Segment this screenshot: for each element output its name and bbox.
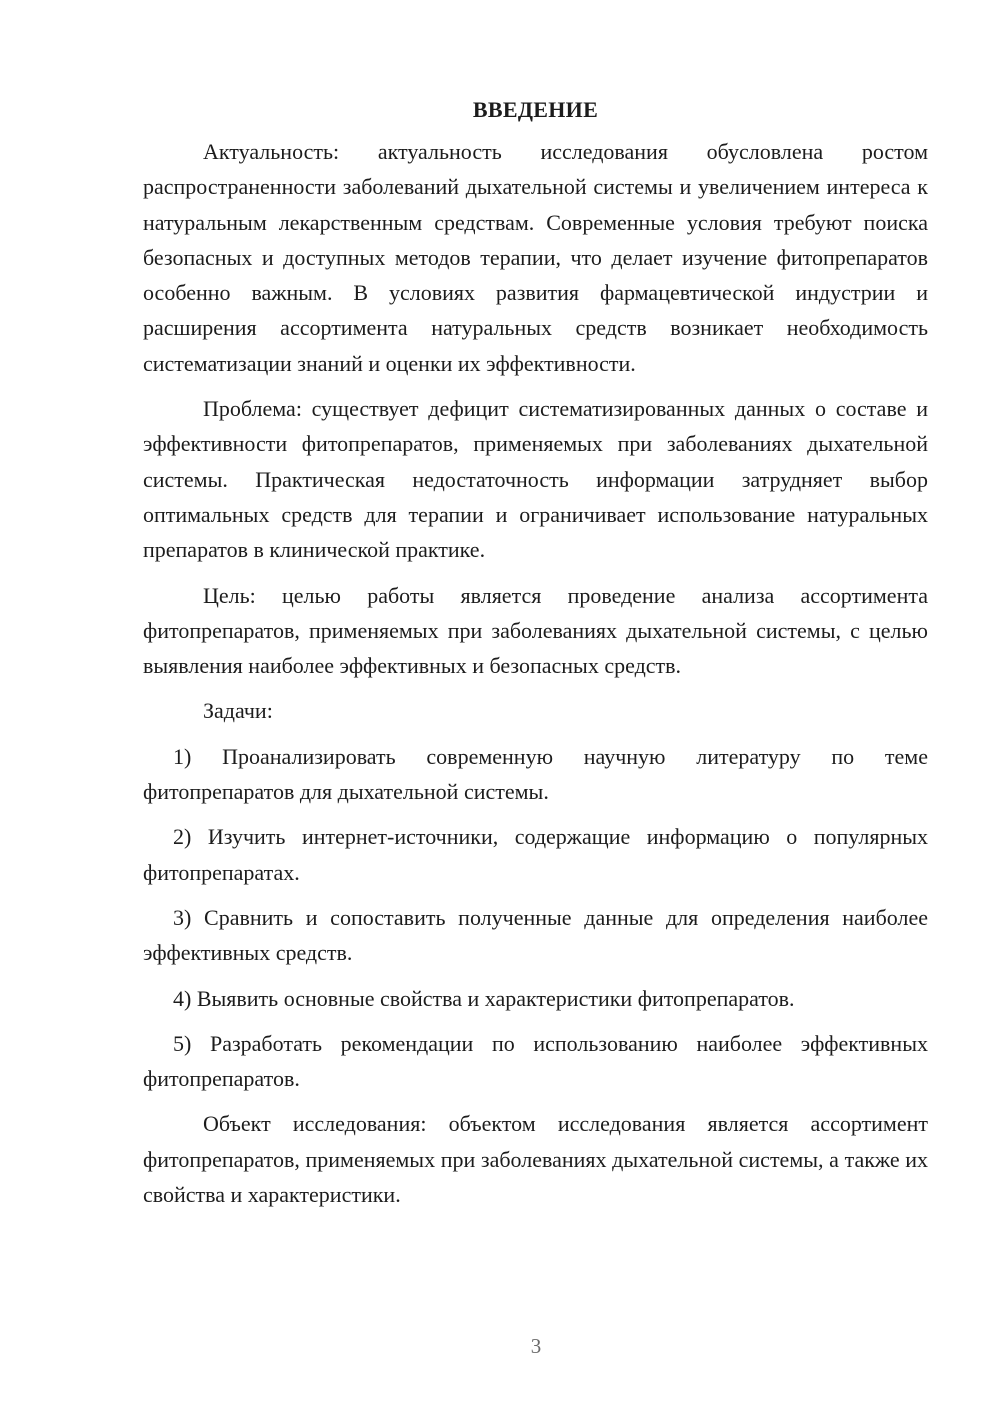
task-item-3: 3) Сравнить и сопоставить полученные данные для определения наиболее эффективных средств. <box>143 904 928 966</box>
task-item-4: 4) Выявить основные свойства и характеристики фитопрепаратов. <box>173 985 795 1011</box>
problem-paragraph: Проблема: существует дефицит систематизированных данных о составе и эффективности фитопрепаратов, применяемых при заболеваниях дыхательной системы. Практическая недостаточность информации затрудняет выбор оптимальных средств для терапии и ограничивает использование натуральных препаратов в клинической практике. <box>143 396 928 563</box>
task-item-1: 1) Проанализировать современную научную литературу по теме фитопрепаратов для дыхательной системы. <box>143 743 928 805</box>
section-title: ВВЕДЕНИЕ <box>472 97 599 122</box>
document-page <box>143 92 928 1212</box>
relevance-paragraph: Актуальность: актуальность исследования обусловлена ростом распространенности заболеваний дыхательной системы и увеличением интереса к натуральным лекарственным средствам. Современные условия требуют поиска безопасных и доступных методов терапии, что делает изучение фитопрепаратов особенно важным. В условиях развития фармацевтической индустрии и расширения ассортимента натуральных средств возникает необходимость систематизации знаний и оценки их эффективности. <box>143 139 928 376</box>
tasks-heading: Задачи: <box>203 698 273 724</box>
task-item-2: 2) Изучить интернет-источники, содержащие информацию о популярных фитопрепаратах. <box>143 824 928 885</box>
object-paragraph: Объект исследования: объектом исследования является ассортимент фитопрепаратов, применяемых при заболеваниях дыхательной системы, а также их свойства и характеристики. <box>143 1111 928 1208</box>
goal-paragraph: Цель: целью работы является проведение анализа ассортимента фитопрепаратов, применяемых при заболеваниях дыхательной системы, с целью выявления наиболее эффективных и безопасных средств. <box>143 582 928 679</box>
page-number: 3 <box>530 1334 542 1358</box>
task-item-5: 5) Разработать рекомендации по использованию наиболее эффективных фитопрепаратов. <box>143 1030 928 1092</box>
